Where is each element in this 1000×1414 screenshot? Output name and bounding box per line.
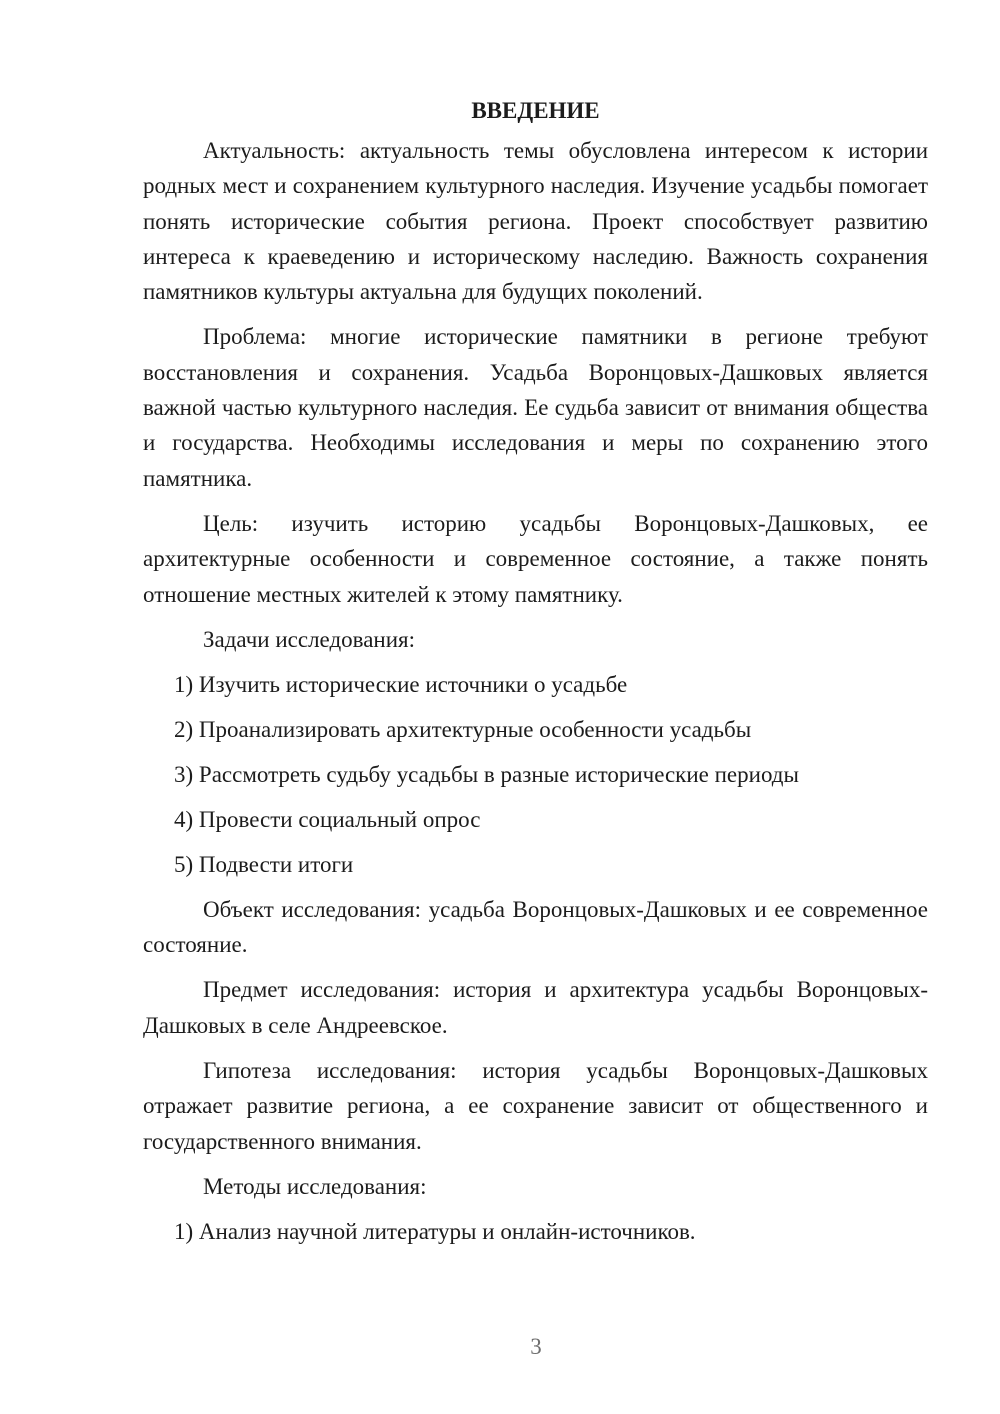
task-item: 4) Провести социальный опрос	[174, 806, 481, 832]
task-item: 2) Проанализировать архитектурные особенности усадьбы	[174, 716, 752, 742]
relevance-paragraph: Актуальность: актуальность темы обусловлена интересом к истории родных мест и сохранением культурного наследия. Изучение усадьбы помогает понять исторические события региона. Проект способствует развитию интереса к краеведению и историческому наследию. Важность сохранения памятников культуры актуальна для будущих поколений.	[143, 138, 928, 305]
task-item: 3) Рассмотреть судьбу усадьбы в разные исторические периоды	[174, 761, 799, 787]
method-item: 1) Анализ научной литературы и онлайн-источников.	[174, 1218, 696, 1244]
problem-paragraph: Проблема: многие исторические памятники в регионе требуют восстановления и сохранения. Усадьба Воронцовых-Дашковых является важной частью культурного наследия. Ее судьба зависит от внимания общества и государства. Необходимы исследования и меры по сохранению этого памятника.	[143, 324, 928, 491]
tasks-heading: Задачи исследования:	[203, 626, 416, 652]
task-item: 5) Подвести итоги	[174, 851, 354, 877]
page-number: 3	[530, 1334, 542, 1359]
methods-list	[143, 1214, 928, 1249]
methods-heading: Методы исследования:	[203, 1173, 427, 1199]
subject-paragraph: Предмет исследования: история и архитектура усадьбы Воронцовых-Дашковых в селе Андреевское.	[143, 977, 928, 1038]
tasks-list	[143, 667, 928, 882]
section-title: ВВЕДЕНИЕ	[471, 98, 600, 123]
page-content	[143, 93, 928, 1259]
hypothesis-paragraph: Гипотеза исследования: история усадьбы Воронцовых-Дашковых отражает развитие региона, а ее сохранение зависит от общественного и государственного внимания.	[143, 1058, 928, 1154]
task-item: 1) Изучить исторические источники о усадьбе	[174, 671, 628, 697]
goal-paragraph: Цель: изучить историю усадьбы Воронцовых-Дашковых, ее архитектурные особенности и современное состояние, а также понять отношение местных жителей к этому памятнику.	[143, 510, 928, 607]
object-paragraph: Объект исследования: усадьба Воронцовых-Дашковых и ее современное состояние.	[143, 896, 928, 958]
